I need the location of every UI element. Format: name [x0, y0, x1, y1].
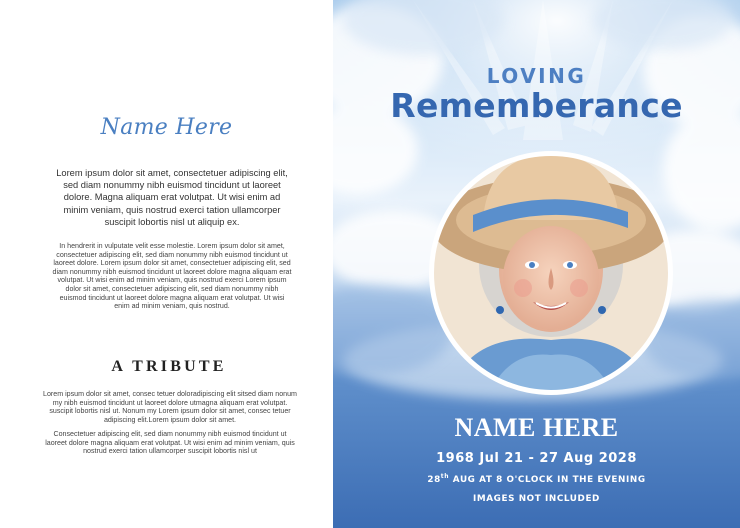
- left-page: [0, 0, 333, 528]
- service-day-suffix: th: [440, 473, 450, 480]
- tribute-paragraph-2: Consectetuer adipiscing elit, sed diam nonummy nibh euismod tincidunt ut laoreet dolore magna aliquam erat volutpat. Ut wisi enim ad minim veniam, quis nostrud exerci tation ullamcorper suscipit lobortis nisl ut: [45, 430, 295, 456]
- service-day: 28: [427, 474, 441, 485]
- cover-deceased-name: NAME HERE: [454, 413, 619, 442]
- tribute-heading: A TRIBUTE: [111, 358, 227, 375]
- cover-life-dates: 1968 Jul 21 - 27 Aug 2028: [436, 451, 637, 466]
- cover-loving-label: LOVING: [486, 64, 587, 88]
- intro-paragraph: Lorem ipsum dolor sit amet, consectetuer adipiscing elit, sed diam nonummy nibh euismod tincidunt ut laoreet dolore. Magna aliquam erat volutpat. Ut wisi enim ad minim veniam, quis nostrud exerci tation ullamcorper suscipit lobortis nisl ut aliquip ex.: [56, 168, 288, 227]
- secondary-paragraph: In hendrerit in vulputate velit esse molestie. Lorem ipsum dolor sit amet, consectetuer adipiscing elit, sed diam nonummy nibh euismod tincidunt ut laoreet dolore. Lorem ipsum dolor sit amet, consectetuer adipiscing elit, sed diam nonummy nibh euismod tincidunt ut laoreet dolore magna aliquam erat volutpat. Ut wisi enim ad minim veniam, quis nostrud exerci Lorem ipsum dolor sit amet, consectetuer adipiscing elit, sed diam nonummy nibh euismod tincidunt ut laoreet dolore magna aliquam erat volutpat. Ut wisi enim ad minim veniam, quis nostrud.: [52, 242, 292, 311]
- images-note: IMAGES NOT INCLUDED: [473, 494, 600, 504]
- deceased-name-script: Name Here: [100, 115, 233, 140]
- service-time: [333, 473, 740, 485]
- cover-page: [333, 0, 740, 528]
- tribute-paragraph-1: Lorem ipsum dolor sit amet, consec tetuer doloradipiscing elit sitsed diam nonum my nibh euismod tincidunt ut laoreet dolore utmagna aliquam erat volutpat. suscipit lobortis nisl ut. Nonum my Lorem ipsum dolor sit amet, consec tetuer adipiscing elit.Lorem ipsum dolor sit amet.: [43, 390, 297, 424]
- service-details: AUG AT 8 O'CLOCK IN THE EVENING: [449, 474, 646, 485]
- portrait-frame: [428, 150, 674, 396]
- portrait-illustration: [428, 150, 674, 396]
- cover-remembrance-title: Rememberance: [390, 86, 683, 125]
